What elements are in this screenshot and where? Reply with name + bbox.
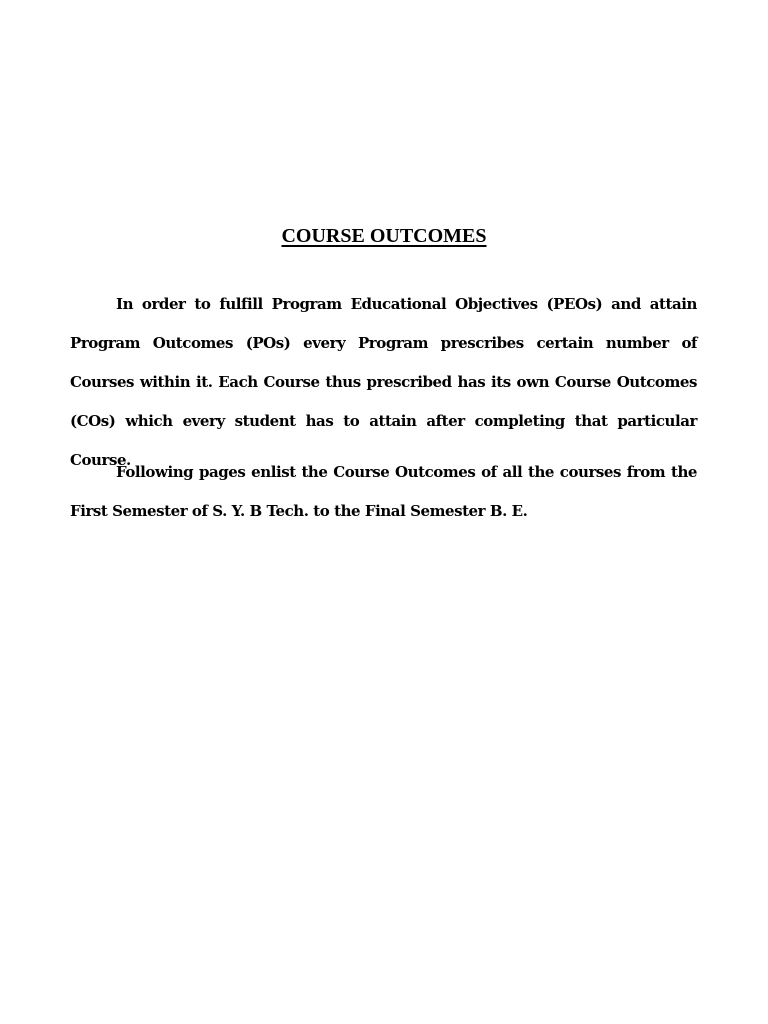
intro-paragraph: In order to fulfill Program Educational Objectives (PEOs) and attain Program Outcomes (POs) every Program prescribes certain number of Courses within it. Each Course thus prescribed has its own Course Outcomes (COs) which every student has to attain after completing that particular Course. [70,295,697,469]
following-pages-paragraph: Following pages enlist the Course Outcomes of all the courses from the First Semester of S. Y. B Tech. to the Final Semester B. E. [70,463,697,520]
page-title-text: COURSE OUTCOMES [281,225,487,247]
page-title [0,224,768,248]
